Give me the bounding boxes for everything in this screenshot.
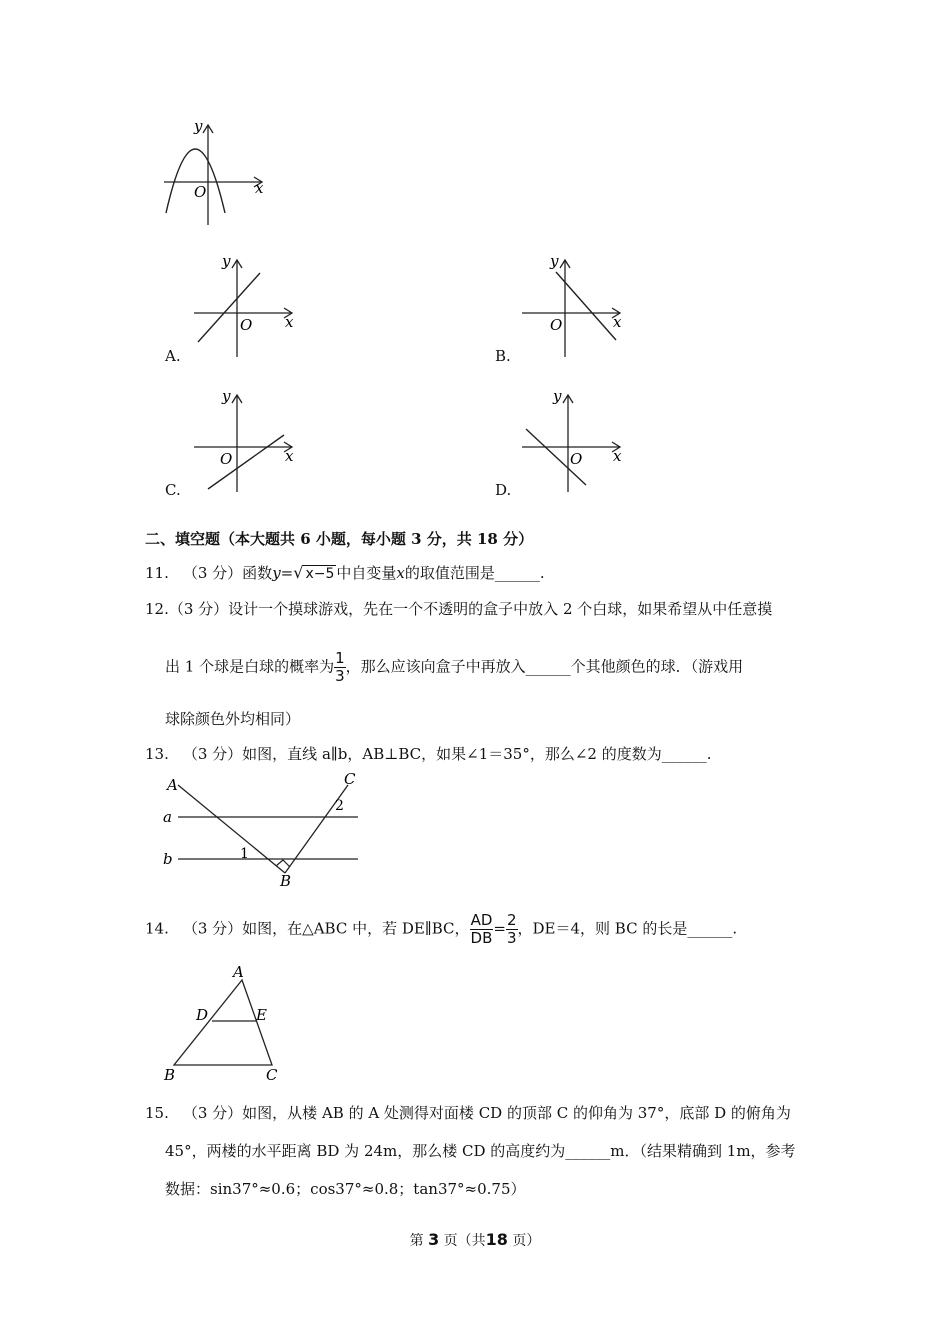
- option-d-graph: [518, 385, 633, 495]
- question-12-line3: 球除颜色外均相同）: [165, 710, 301, 728]
- q11-text-b: 中自变量: [336, 564, 397, 582]
- origin-label: O: [570, 450, 583, 468]
- axis-x-label: x: [285, 313, 294, 331]
- q12-line1: 设计一个摸球游戏，先在一个不透明的盒子中放入 2 个白球，如果希望从中任意摸: [228, 600, 773, 618]
- period: .: [706, 745, 712, 763]
- axis-x-label: x: [613, 313, 622, 331]
- question-number: 11.: [145, 564, 169, 582]
- equals: =: [493, 919, 506, 938]
- section-heading: 二、填空题（本大题共 6 小题，每小题 3 分，共 18 分）: [145, 530, 534, 548]
- fraction-ad-db: [470, 912, 494, 947]
- point-d-label: D: [196, 1006, 209, 1024]
- question-15-line1: [145, 1102, 791, 1123]
- axis-y-label: y: [553, 387, 562, 405]
- page-number: 3: [428, 1230, 440, 1249]
- fraction-numerator: 1: [335, 649, 345, 667]
- origin-label: O: [220, 450, 233, 468]
- origin-label: O: [550, 316, 563, 334]
- option-c-label: C.: [165, 481, 181, 499]
- answer-blank: ______: [525, 657, 571, 676]
- question-number: 12.: [145, 600, 169, 618]
- question-11: [145, 562, 545, 583]
- point-b-label: B: [164, 1066, 176, 1084]
- axis-y-label: y: [550, 252, 559, 270]
- angle-2-label: 2: [335, 798, 344, 814]
- q12-line2-c: 个其他颜色的球．（游戏用: [570, 657, 744, 676]
- question-13: [145, 743, 712, 764]
- q14-text-a: 如图，在△ABC 中，若 DE∥BC，: [242, 919, 470, 938]
- axis-y-label: y: [222, 387, 231, 405]
- option-a-graph: [190, 250, 305, 360]
- question-number: 14.: [145, 919, 169, 938]
- fraction-denominator: DB: [470, 929, 493, 947]
- fraction-denominator: 3: [506, 929, 517, 947]
- fraction-one-third: [334, 650, 346, 685]
- sqrt-sign: √: [293, 563, 304, 582]
- parallel-lines-figure: [160, 770, 370, 890]
- period: .: [732, 919, 738, 938]
- q14-text-b: ，DE＝4，则 BC 的长是: [517, 919, 688, 938]
- page-footer: [0, 1230, 950, 1250]
- question-15-line3: 数据：sin37°≈0.6；cos37°≈0.8；tan37°≈0.75）: [165, 1180, 526, 1198]
- footer-mid: 页（共: [443, 1233, 486, 1249]
- radicand: x−5: [305, 566, 335, 582]
- equals: =: [280, 564, 294, 582]
- origin-label: O: [194, 183, 207, 201]
- axis-y-label: y: [222, 252, 231, 270]
- score: （3 分）: [168, 600, 229, 618]
- option-b-graph: [518, 250, 633, 360]
- q15-line2-a: 45°，两楼的水平距离 BD 为 24m，那么楼 CD 的高度约为: [165, 1142, 566, 1160]
- answer-blank: ______: [687, 919, 733, 938]
- q11-text-c: 的取值范围是: [404, 564, 495, 582]
- question-number: 13.: [145, 745, 169, 763]
- var-x: x: [396, 564, 405, 582]
- point-a-label: A: [233, 963, 244, 981]
- question-number: 15.: [145, 1104, 169, 1122]
- q13-text: 如图，直线 a∥b，AB⊥BC，如果∠1＝35°，那么∠2 的度数为: [242, 745, 662, 763]
- angle-1-label: 1: [240, 846, 249, 862]
- var-y: y: [272, 564, 281, 582]
- score: （3 分）: [182, 745, 243, 763]
- score: （3 分）: [182, 564, 243, 582]
- fraction-two-thirds: [506, 912, 518, 947]
- line-a-label: a: [163, 808, 172, 826]
- answer-blank: ______: [661, 745, 707, 763]
- origin-label: O: [240, 316, 253, 334]
- answer-blank: ______: [565, 1142, 611, 1160]
- option-a-label: A.: [165, 347, 181, 365]
- q15-line1: 如图，从楼 AB 的 A 处测得对面楼 CD 的顶部 C 的仰角为 37°，底部 D 的俯角为: [242, 1104, 791, 1122]
- point-c-label: C: [344, 770, 356, 788]
- period: .: [539, 564, 545, 582]
- q12-line2-b: ，那么应该向盒子中再放入: [345, 657, 526, 676]
- fraction-numerator: AD: [470, 911, 493, 929]
- point-c-label: C: [266, 1066, 278, 1084]
- option-d-label: D.: [495, 481, 512, 499]
- triangle-figure: [160, 960, 290, 1085]
- point-b-label: B: [280, 872, 292, 890]
- axis-x-label: x: [255, 179, 264, 197]
- point-a-label: A: [167, 776, 178, 794]
- axis-y-label: y: [194, 117, 203, 135]
- footer-pre: 第: [409, 1233, 424, 1249]
- footer-post: 页）: [512, 1233, 541, 1249]
- line-b-label: b: [163, 850, 173, 868]
- q12-line2-a: 出 1 个球是白球的概率为: [165, 657, 335, 676]
- q15-line2-b: m．（结果精确到 1m，参考: [610, 1142, 796, 1160]
- question-12-line2: [165, 650, 743, 685]
- answer-blank: ______: [494, 564, 540, 582]
- total-pages: 18: [485, 1230, 508, 1249]
- question-12-line1: [145, 598, 772, 619]
- question-15-line2: [165, 1140, 796, 1161]
- score: （3 分）: [182, 919, 243, 938]
- question-14: [145, 912, 737, 947]
- q11-text-a: 函数: [242, 564, 273, 582]
- parabola-graph: [150, 115, 280, 230]
- axis-x-label: x: [613, 447, 622, 465]
- option-b-label: B.: [495, 347, 511, 365]
- axis-x-label: x: [285, 447, 294, 465]
- option-c-graph: [190, 385, 305, 495]
- fraction-denominator: 3: [335, 667, 345, 685]
- point-e-label: E: [256, 1006, 267, 1024]
- score: （3 分）: [182, 1104, 243, 1122]
- fraction-numerator: 2: [506, 911, 517, 929]
